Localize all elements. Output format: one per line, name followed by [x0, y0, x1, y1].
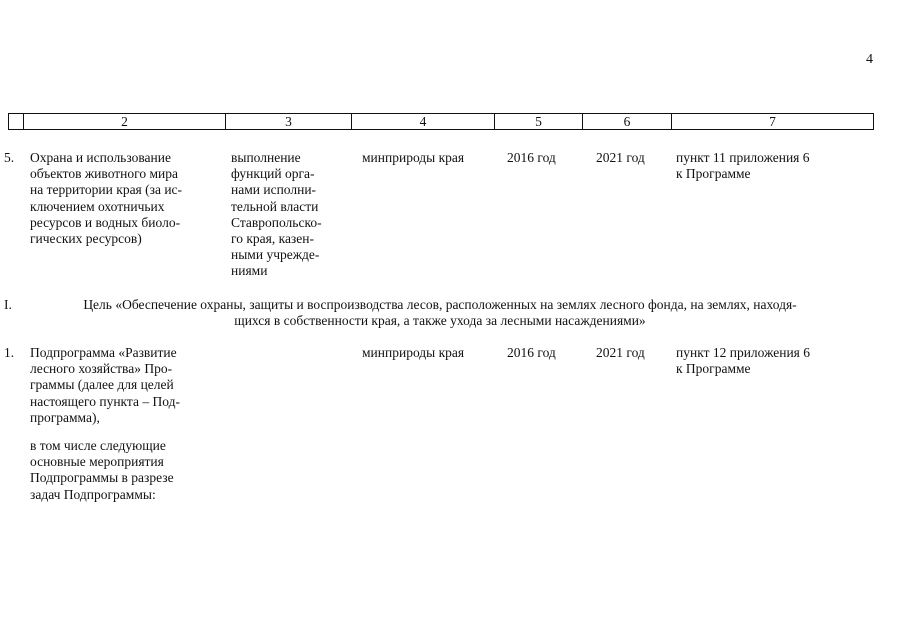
- row2-number: 1.: [4, 345, 15, 360]
- row2-name-line: программа),: [30, 409, 100, 425]
- row1-number: 5.: [4, 150, 15, 165]
- row1-responsible: минприроды края: [362, 150, 465, 165]
- goal-number: I.: [4, 297, 12, 312]
- row1-link: [676, 150, 870, 182]
- goal-line-2: щихся в собственности края, а также ухода за лесными насаждениями»: [234, 313, 646, 329]
- row2-sub-line: Подпрограммы в разрезе: [30, 470, 174, 486]
- header-col-4: 4: [351, 114, 494, 129]
- row2-name-line: настоящего пункта – Под-: [30, 393, 180, 409]
- header-col-7: 7: [671, 114, 873, 129]
- row1-link-line: пункт 11 приложения 6: [676, 150, 810, 165]
- row1-executor-line: Ставропольско-: [231, 214, 322, 230]
- row2-name-line: лесного хозяйства» Про-: [30, 361, 173, 377]
- row2-name-line: граммы (далее для целей: [30, 377, 174, 393]
- row2-link-line: пункт 12 приложения 6: [676, 345, 811, 360]
- row2-sub-line: в том числе следующие: [30, 438, 166, 453]
- goal-line-1: Цель «Обеспечение охраны, защиты и воспроизводства лесов, расположенных на землях лесного фонда, на землях, находя-: [83, 297, 797, 312]
- row1-start-year: 2016 год: [507, 150, 556, 165]
- row1-name-line: ключением охотничьих: [30, 198, 165, 214]
- row1-end-year: 2021 год: [596, 150, 645, 165]
- row2-end-year: 2021 год: [596, 345, 645, 360]
- header-col-5: 5: [494, 114, 582, 129]
- page-number: 4: [866, 52, 873, 67]
- row1-executor-line: ниями: [231, 263, 268, 279]
- row1-name-line: Охрана и использование: [30, 150, 171, 165]
- row1-executor-line: ными учрежде-: [231, 247, 320, 263]
- row1-executor-line: нами исполни-: [231, 182, 317, 198]
- header-col-3: 3: [225, 114, 351, 129]
- row1-name-line: гических ресурсов): [30, 231, 142, 247]
- row2-responsible: минприроды края: [362, 345, 465, 360]
- row2-name: [30, 345, 220, 426]
- row1-name-line: на территории края (за ис-: [30, 182, 183, 198]
- row1-executor: [231, 150, 346, 280]
- header-col-2: 2: [23, 114, 225, 129]
- row1-name-line: ресурсов и водных биоло-: [30, 214, 181, 230]
- table-header-row: [8, 113, 874, 130]
- row1-name: [30, 150, 220, 247]
- row1-executor-line: го края, казен-: [231, 231, 314, 247]
- row2-sub-line: основные мероприятия: [30, 454, 164, 470]
- row1-executor-line: выполнение: [231, 150, 301, 165]
- row1-executor-line: тельной власти: [231, 198, 319, 214]
- row1-executor-line: функций орга-: [231, 166, 315, 182]
- row2-subitems: [30, 438, 220, 503]
- row2-link-line: к Программе: [676, 361, 751, 377]
- row1-link-line: к Программе: [676, 166, 751, 182]
- goal-heading: [0, 297, 880, 329]
- row2-name-line: Подпрограмма «Развитие: [30, 345, 177, 360]
- row2-sub-line: задач Подпрограммы:: [30, 486, 156, 502]
- header-col-6: 6: [582, 114, 671, 129]
- row1-name-line: объектов животного мира: [30, 166, 178, 182]
- row2-start-year: 2016 год: [507, 345, 556, 360]
- header-col-1: [9, 114, 23, 129]
- row2-link: [676, 345, 870, 377]
